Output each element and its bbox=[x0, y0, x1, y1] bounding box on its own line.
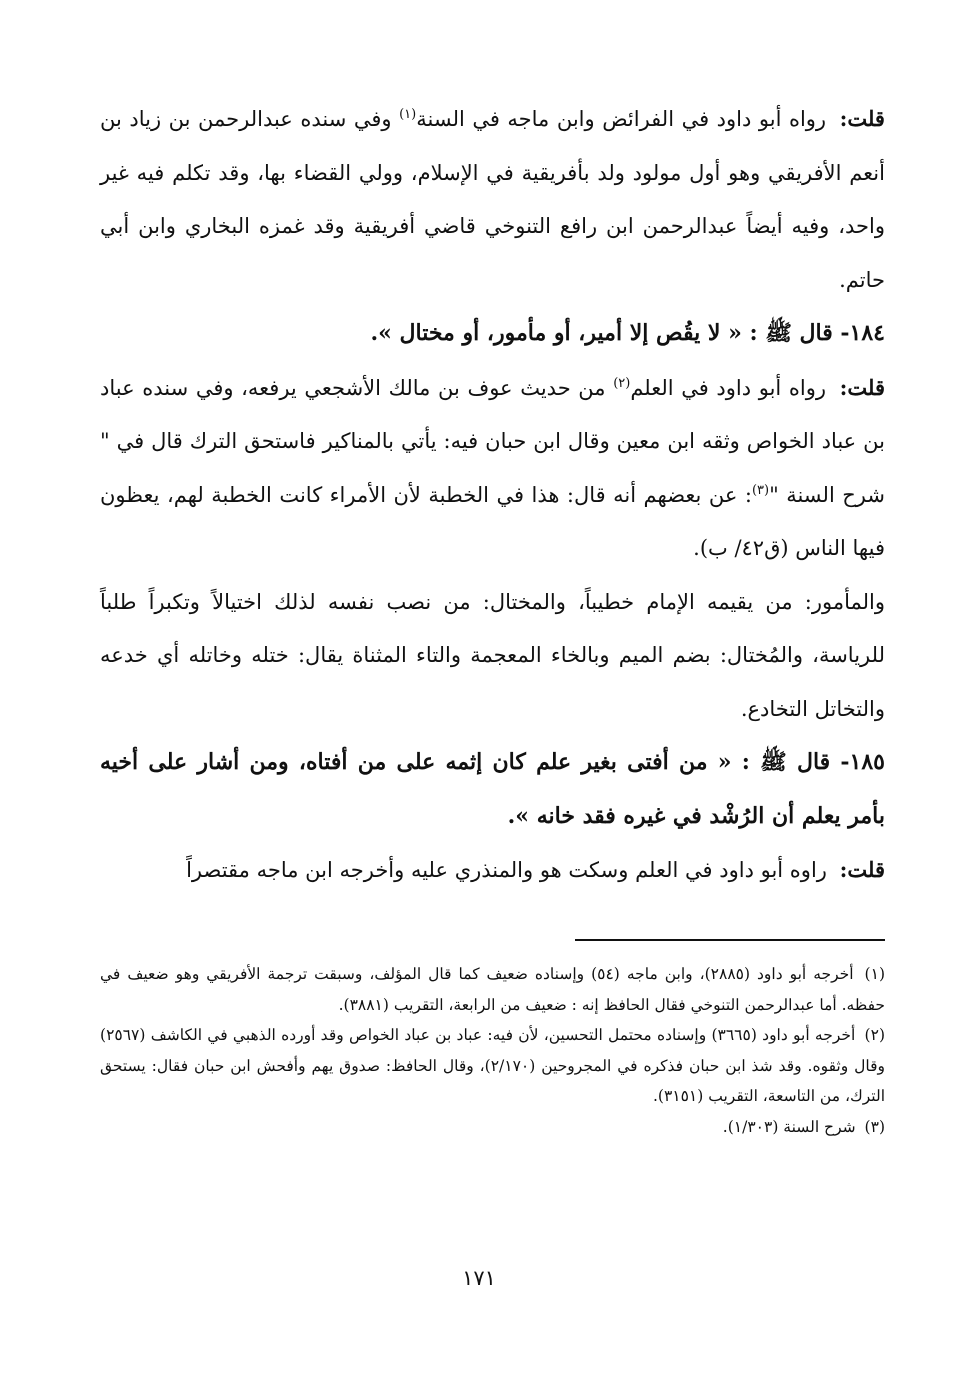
paragraph-qult-1 bbox=[100, 92, 885, 307]
qult-label: قلت: bbox=[839, 106, 885, 131]
paragraph-text: وفي سنده عبدالرحمن بن زياد بن أنعم الأفريقي وهو أول مولود ولد بأفريقية في الإسلام، وولي القضاء بها، وقد تكلم فيه غير واحد، وفيه أيضاً عبدالرحمن ابن رافع التنوخي قاضي أفريقية وقد غمزه البخاري وابن أبي حاتم. bbox=[100, 107, 885, 292]
paragraph-text: : عن بعضهم أنه قال: هذا في الخطبة لأن الأمراء كانت الخطبة لهم، يعظون فيها الناس (ق٤٢/ ب). bbox=[100, 482, 885, 560]
footnote-ref-3[interactable]: (٣) bbox=[751, 482, 770, 498]
footnote-number: (٣) bbox=[864, 1117, 885, 1136]
paragraph-text: راوه أبو داود في العلم وسكت هو والمنذري عليه وأخرجه ابن ماجه مقتصراً bbox=[186, 858, 827, 882]
qult-label: قلت: bbox=[839, 374, 886, 400]
footnotes-section bbox=[100, 939, 885, 1142]
footnote-2 bbox=[100, 1020, 885, 1112]
paragraph-text: من حديث عوف بن مالك الأشجعي يرفعه، وفي سنده عباد بن عباد الخواص وثقه ابن معين وقال ابن حبان فيه: يأتي بالمناكير فاستحق الترك قال في " شرح السنة " bbox=[100, 375, 885, 507]
page-number: ١٧١ bbox=[462, 1266, 496, 1290]
qult-label: قلت: bbox=[839, 857, 885, 882]
footnote-1 bbox=[100, 959, 885, 1020]
paragraph-text: رواه أبو داود في العلم bbox=[630, 375, 826, 400]
paragraph-qult-2 bbox=[100, 361, 885, 576]
footnote-text: أخرجه أبو داود (٣٦٦٥) وإسناده محتمل التحسين، لأن فيه: عباد بن عباد الخواص وقد أورده الذهبي في الكاشف (٢٥٦٧) وقال وثقوه. وقد شذ ابن حبان فذكره في المجروحين (٢/١٧٠)، وقال الحافظ: صدوق يهم وأفحش ابن حبان فقال: يستحق الترك، من التاسعة، التقريب (٣١٥١). bbox=[100, 1026, 885, 1105]
paragraph-qult-3 bbox=[100, 843, 885, 898]
footnote-text: أخرجه أبو داود (٢٨٨٥)، وابن ماجه (٥٤) وإسناده ضعيف كما قال المؤلف، وسبقت ترجمة الأفريقي وهو ضعيف في حفظه. أما عبدالرحمن التنوخي فقال الحافظ إنه : ضعيف من الرابعة، التقريب (٣٨٨١). bbox=[100, 965, 885, 1014]
hadith-heading-184: ١٨٤- قال ﷺ : « لا يقُص إلا أمير، أو مأمور، أو مختال ». bbox=[370, 320, 885, 346]
hadith-heading-185: ١٨٥- قال ﷺ : « من أفتى بغير علم كان إثمه على من أفتاه، ومن أشار على أخيه بأمر يعلم أن الرُشْد في غيره فقد خانه ». bbox=[100, 749, 885, 829]
paragraph-explanation: والمأمور: من يقيمه الإمام خطيباً، والمختال: من نصب نفسه لذلك اختيالاً وتكبراً طلباً للرياسة، والمُختال: بضم الميم وبالخاء المعجمة والتاء المثناة يقال: ختله وخاتله أي خدعه والتخاتل التخادع. bbox=[100, 589, 885, 721]
main-text bbox=[100, 92, 885, 898]
footnote-separator bbox=[575, 939, 885, 941]
footnote-text: شرح السنة (١/٣٠٣). bbox=[722, 1117, 856, 1136]
footnote-ref-2[interactable]: (٢) bbox=[613, 375, 631, 391]
paragraph-text: رواه أبو داود في الفرائض وابن ماجه في السنة bbox=[416, 107, 827, 131]
footnote-number: (١) bbox=[864, 965, 885, 983]
footnote-3 bbox=[100, 1112, 885, 1143]
footnote-number: (٢) bbox=[864, 1026, 885, 1044]
footnote-ref-1[interactable]: (١) bbox=[399, 107, 417, 122]
